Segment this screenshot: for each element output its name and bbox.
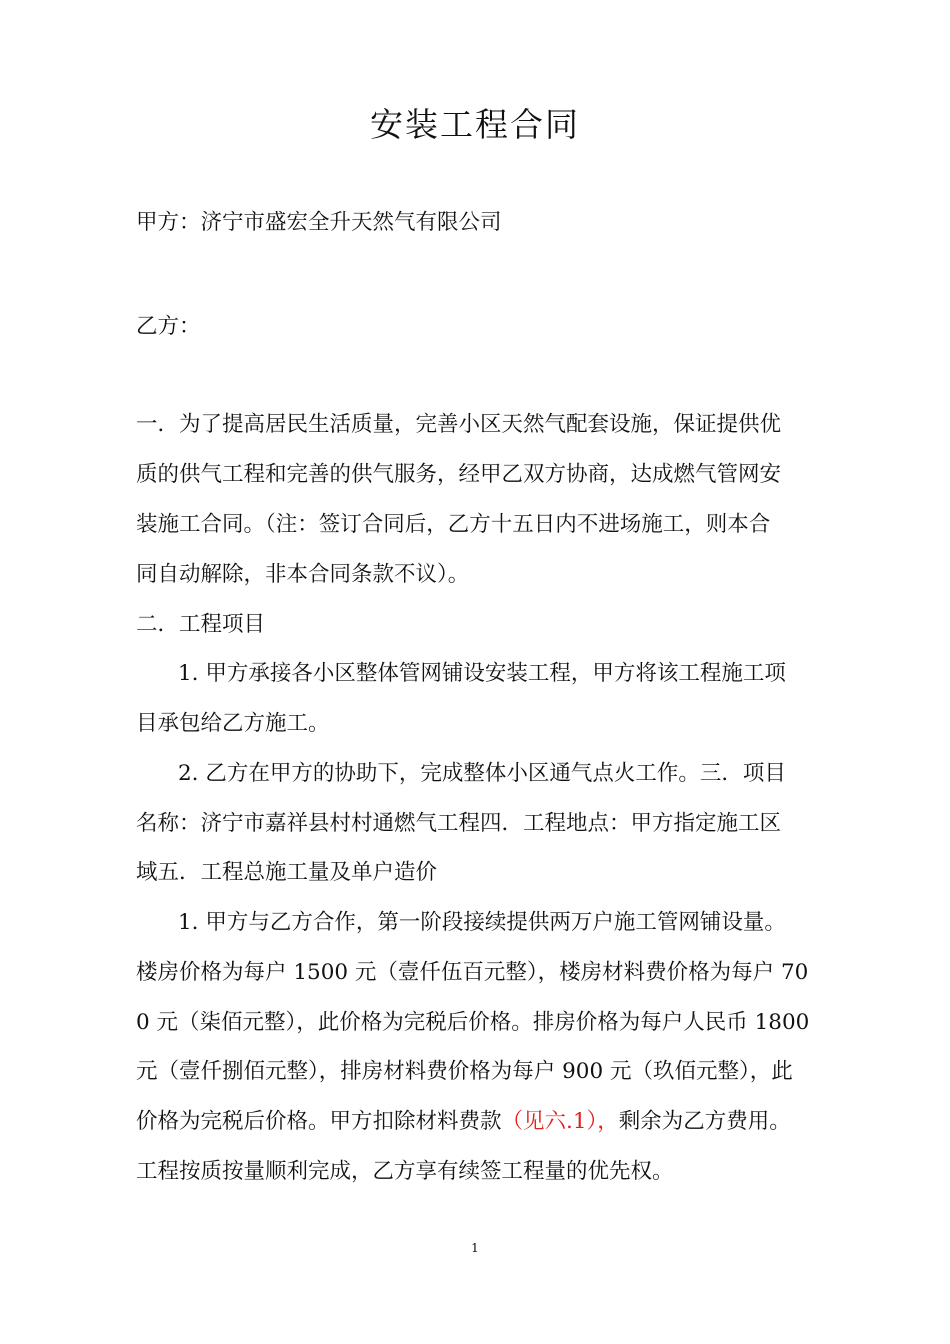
paragraph-line bbox=[136, 1107, 791, 1137]
paragraph-line: 一．为了提高居民生活质量，完善小区天然气配套设施，保证提供优 bbox=[136, 412, 782, 437]
paragraph-line: 2. 乙方在甲方的协助下，完成整体小区通气点火工作。三．项目 bbox=[178, 761, 786, 786]
paragraph-line: 域五．工程总施工量及单户造价 bbox=[136, 860, 438, 885]
paragraph-line: 0 元（柒佰元整），此价格为完税后价格。排房价格为每户人民币 1800 bbox=[136, 1010, 810, 1035]
paragraph-line: 目承包给乙方施工。 bbox=[136, 711, 330, 736]
paragraph-line: 名称：济宁市嘉祥县村村通燃气工程四．工程地点：甲方指定施工区 bbox=[136, 811, 782, 836]
highlighted-reference: （见六.1）， bbox=[501, 1109, 619, 1134]
paragraph-text: 剩余为乙方费用。 bbox=[618, 1109, 791, 1134]
document-title: 安装工程合同 bbox=[370, 105, 580, 144]
paragraph-line: 元（壹仟捌佰元整），排房材料费价格为每户 900 元（玖佰元整），此 bbox=[136, 1059, 793, 1084]
paragraph-line: 1. 甲方承接各小区整体管网铺设安装工程，甲方将该工程施工项 bbox=[178, 661, 786, 686]
paragraph-text: 价格为完税后价格。甲方扣除材料费款 bbox=[136, 1109, 502, 1134]
paragraph-line: 楼房价格为每户 1500 元（壹仟伍百元整），楼房材料费价格为每户 70 bbox=[136, 960, 809, 985]
page-number: 1 bbox=[471, 1241, 479, 1255]
party-a-line: 甲方：济宁市盛宏全升天然气有限公司 bbox=[136, 210, 502, 235]
paragraph-line: 装施工合同。（注：签订合同后，乙方十五日内不进场施工，则本合 bbox=[136, 512, 771, 537]
paragraph-line: 1. 甲方与乙方合作，第一阶段接续提供两万户施工管网铺设量。 bbox=[178, 910, 786, 935]
paragraph-line: 质的供气工程和完善的供气服务，经甲乙双方协商，达成燃气管网安 bbox=[136, 462, 782, 487]
paragraph-line: 同自动解除，非本合同条款不议）。 bbox=[136, 562, 470, 587]
paragraph-line: 工程按质按量顺利完成，乙方享有续签工程量的优先权。 bbox=[136, 1159, 674, 1184]
section-heading: 二．工程项目 bbox=[136, 612, 266, 637]
party-b-line: 乙方： bbox=[136, 314, 201, 339]
